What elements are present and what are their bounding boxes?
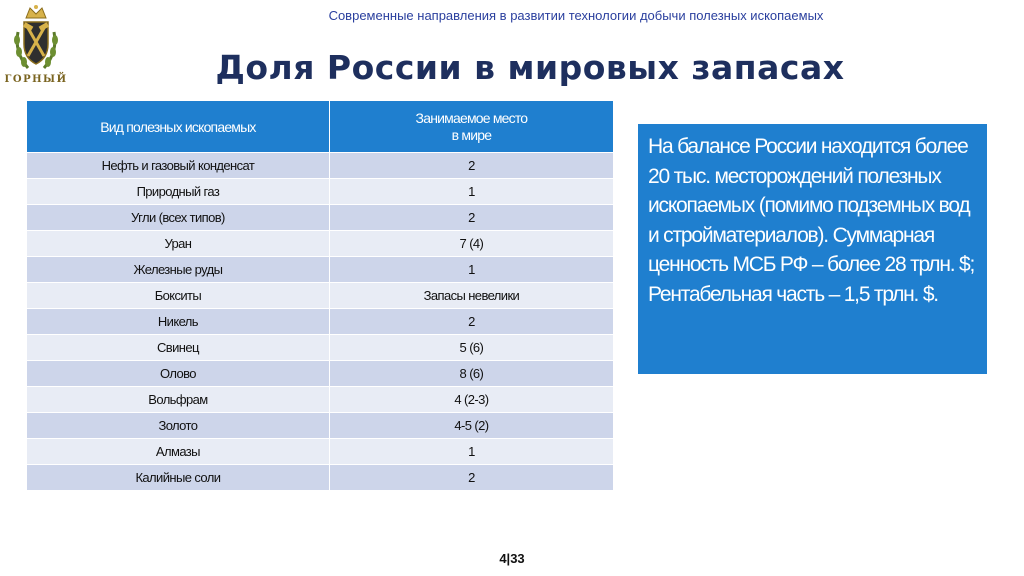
table-row [27,309,614,335]
place-cell: 1 [329,257,613,283]
place-cell: 2 [329,309,613,335]
place-cell: 7 (4) [329,231,613,257]
presentation-subtitle: Современные направления в развитии технологии добычи полезных ископаемых [328,8,824,23]
table-row [27,361,614,387]
place-cell: 2 [329,465,613,491]
place-cell: 2 [329,205,613,231]
mineral-cell: Калийные соли [27,465,329,491]
mineral-cell: Олово [27,361,329,387]
place-cell: 4 (2-3) [329,387,613,413]
info-box-text: На балансе России находится более 20 тыс. месторождений полезных ископаемых (помимо подземных вод и стройматериалов). Суммарная ценность МСБ РФ – более 28 трлн. $; Рентабельная часть – 1,5 трлн. $. [648,135,975,306]
reserves-table [27,101,614,490]
place-cell: 8 (6) [329,361,613,387]
mineral-cell: Угли (всех типов) [27,205,329,231]
place-cell: 5 (6) [329,335,613,361]
place-cell: 2 [329,153,613,179]
info-box [638,124,987,374]
header-world-place [329,101,613,153]
mineral-cell: Никель [27,309,329,335]
header-world-place-line1: Занимаемое место [415,109,528,126]
table-row [27,387,614,413]
table-row [27,257,614,283]
table-row [27,231,614,257]
page-number: 4|33 [499,551,525,566]
mineral-cell: Природный газ [27,179,329,205]
mineral-cell: Вольфрам [27,387,329,413]
table-row [27,205,614,231]
slide-title: Доля России в мировых запасах [215,48,845,87]
mineral-cell: Уран [27,231,329,257]
table-header-row [27,101,614,153]
header-world-place-line2: в мире [451,126,492,143]
mineral-cell: Бокситы [27,283,329,309]
mineral-cell: Свинец [27,335,329,361]
place-cell: 1 [329,439,613,465]
mineral-cell: Золото [27,413,329,439]
table-row [27,413,614,439]
table-row [27,153,614,179]
place-cell: 4-5 (2) [329,413,613,439]
table-row [27,179,614,205]
table-row [27,465,614,491]
header-mineral-type: Вид полезных ископаемых [27,101,329,153]
mineral-cell: Нефть и газовый конденсат [27,153,329,179]
place-cell: Запасы невелики [329,283,613,309]
table-row [27,335,614,361]
table-row [27,283,614,309]
place-cell: 1 [329,179,613,205]
logo-text: ГОРНЫЙ [4,74,68,85]
mineral-cell: Алмазы [27,439,329,465]
table-row [27,439,614,465]
mineral-cell: Железные руды [27,257,329,283]
